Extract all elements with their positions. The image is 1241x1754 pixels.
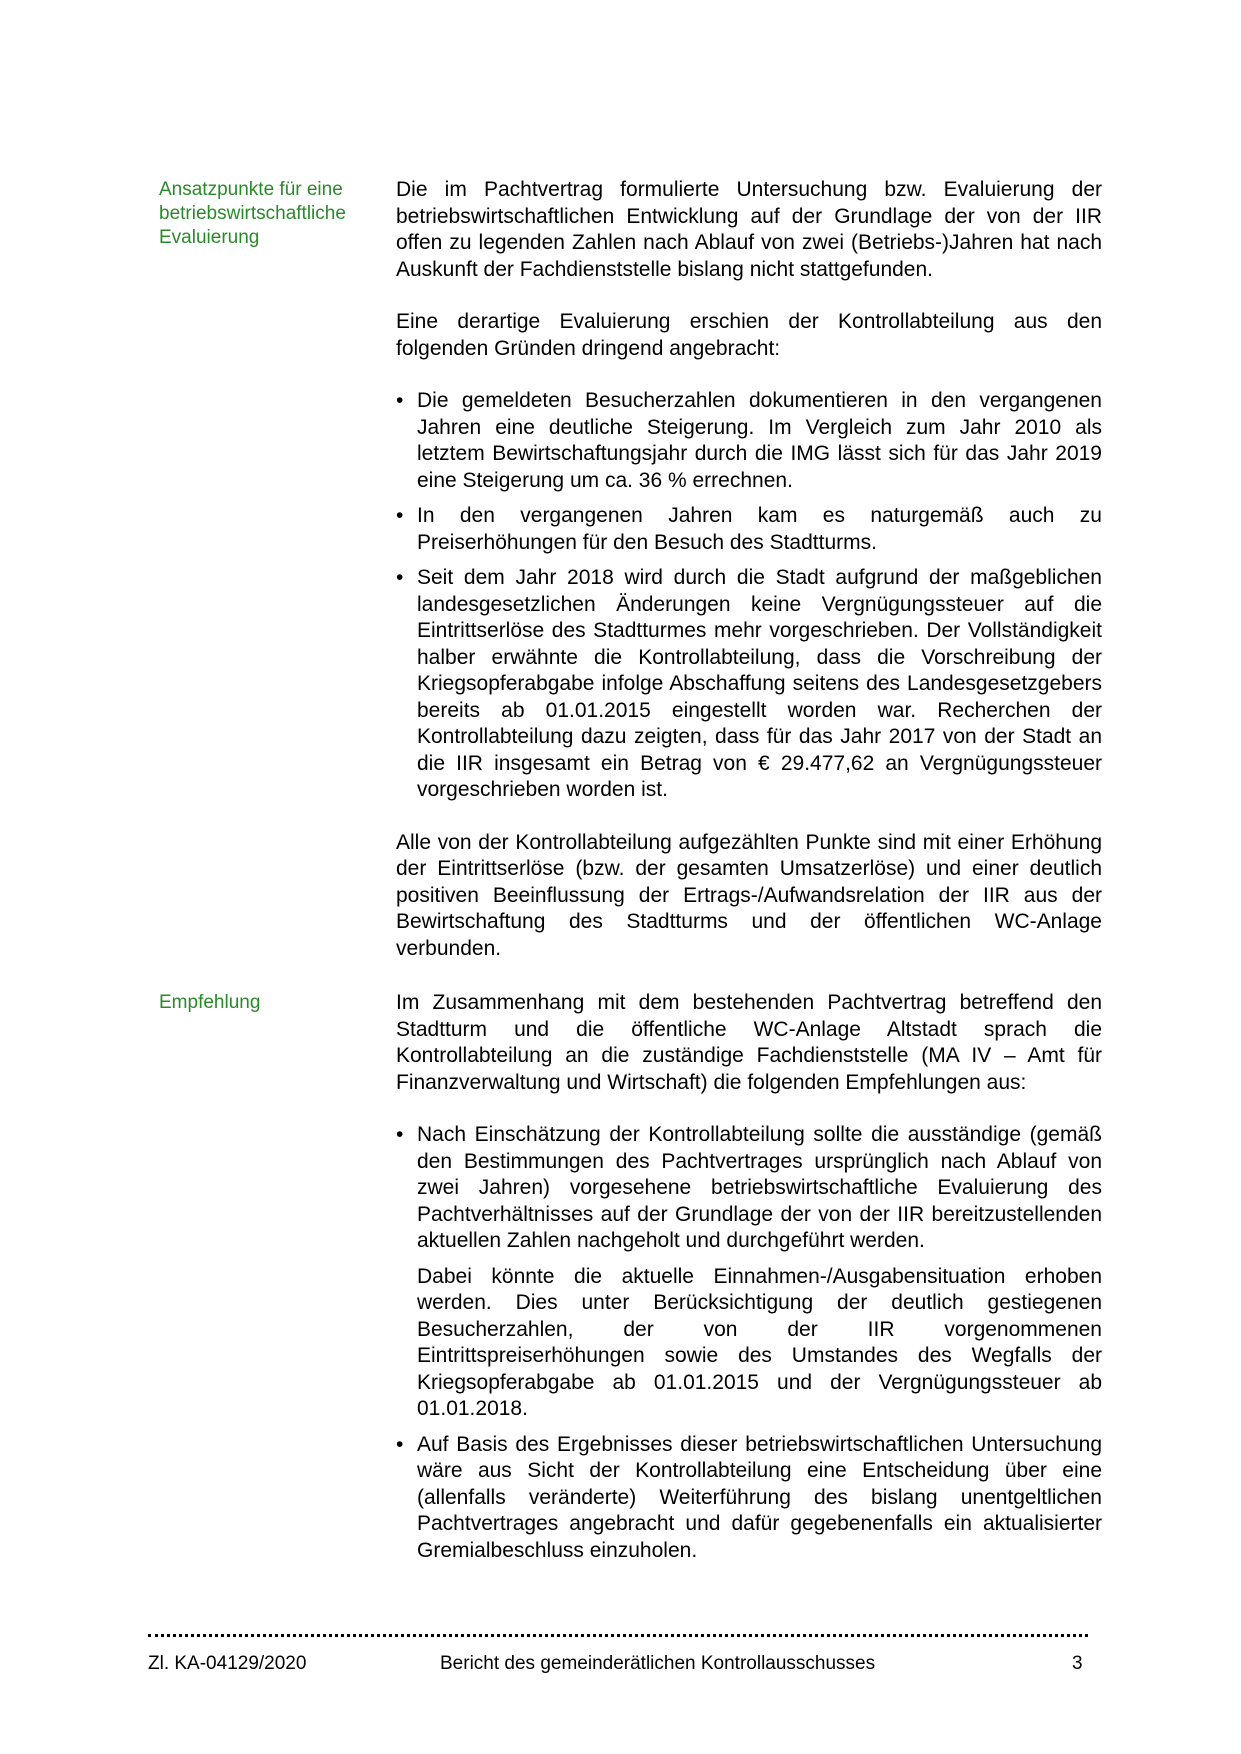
list-item-text: Seit dem Jahr 2018 wird durch die Stadt aufgrund der maßgeblichen landesgesetzlichen Änderungen keine Vergnügungssteuer auf die Eintrittserlöse des Stadtturmes mehr vorgeschrieben. Der Vollständigkeit halber erwähnte die Kontrollabteilung, dass die Vorschreibung der Kriegsopferabgabe infolge Abschaffung seitens des Landesgesetzgebers bereits ab 01.01.2015 eingestellt worden war. Recherchen der Kontrollabteilung dazu zeigten, dass für das Jahr 2017 von der Stadt an die IIR insgesamt ein Betrag von € 29.477,62 an Vergnügungssteuer vorgeschrieben worden ist. bbox=[417, 566, 1102, 801]
section-recommendation bbox=[396, 990, 1102, 1564]
list-item bbox=[396, 1122, 1102, 1423]
footer-reference: Zl. KA-04129/2020 bbox=[148, 1653, 307, 1674]
sidenote-line: Evaluierung bbox=[159, 227, 260, 248]
list-item-text: Nach Einschätzung der Kontrollabteilung sollte die ausständige (gemäß den Bestimmungen des Pachtvertrages ursprünglich nach Ablauf von zwei Jahren) vorgesehene betriebswirtschaftliche Evaluierung des Pachtverhältnisses auf der Grundlage der von der IIR bereitzustellenden aktuellen Zahlen nachgeholt und durchgeführt werden. bbox=[417, 1123, 1102, 1252]
paragraph: Eine derartige Evaluierung erschien der Kontrollabteilung aus den folgenden Gründen dringend angebracht: bbox=[396, 310, 1102, 360]
bullet-icon: • bbox=[396, 566, 404, 589]
section-evaluation bbox=[396, 177, 1102, 962]
sidenote-line: Ansatzpunkte für eine bbox=[159, 179, 343, 200]
list-item bbox=[396, 565, 1102, 804]
sidenote-line: betriebswirtschaftliche bbox=[159, 203, 346, 224]
sidenote-evaluation bbox=[159, 178, 374, 250]
list-item-text: Dabei könnte die aktuelle Einnahmen-/Ausgabensituation erhoben werden. Dies unter Berücksichtigung der deutlich gestiegenen Besucherzahlen, der von der IIR vorgenommenen Eintrittspreiserhöhungen sowie des Umstandes des Wegfalls der Kriegsopferabgabe ab 01.01.2015 und der Vergnügungssteuer ab 01.01.2018. bbox=[417, 1264, 1102, 1420]
recommendations-list bbox=[396, 1122, 1102, 1564]
list-item bbox=[396, 503, 1102, 556]
bullet-icon: • bbox=[396, 1123, 404, 1146]
paragraph: Alle von der Kontrollabteilung aufgezählten Punkte sind mit einer Erhöhung der Eintrittserlöse (bzw. der gesamten Umsatzerlöse) und einer deutlich positiven Beeinflussung der Ertrags-/Aufwandsrelation der IIR aus der Bewirtschaftung des Stadtturms und der öffentlichen WC-Anlage verbunden. bbox=[396, 830, 1102, 960]
list-item-text: In den vergangenen Jahren kam es naturgemäß auch zu Preiserhöhungen für den Besuch des Stadtturms. bbox=[417, 504, 1102, 554]
list-item-text: Auf Basis des Ergebnisses dieser betriebswirtschaftlichen Untersuchung wäre aus Sicht der Kontrollabteilung eine Entscheidung über eine (allenfalls veränderte) Weiterführung des bislang unentgeltlichen Pachtvertrages angebracht und dafür gegebenenfalls ein aktualisierter Gremialbeschluss einzuholen. bbox=[417, 1432, 1102, 1562]
bullet-icon: • bbox=[396, 389, 404, 412]
footer-divider bbox=[148, 1634, 1088, 1637]
list-item bbox=[396, 1432, 1102, 1565]
bullet-icon: • bbox=[396, 1432, 404, 1456]
reasons-list bbox=[396, 388, 1102, 804]
bullet-icon: • bbox=[396, 504, 404, 527]
list-item bbox=[396, 388, 1102, 494]
list-item-text: Die gemeldeten Besucherzahlen dokumentieren in den vergangenen Jahren eine deutliche Steigerung. Im Vergleich zum Jahr 2010 als letztem Bewirtschaftungsjahr durch die IMG lässt sich für das Jahr 2019 eine Steigerung um ca. 36 % errechnen. bbox=[417, 389, 1102, 492]
paragraph: Die im Pachtvertrag formulierte Untersuchung bzw. Evaluierung der betriebswirtschaftlichen Entwicklung auf der Grundlage der von der IIR offen zu legenden Zahlen nach Ablauf von zwei (Betriebs-)Jahren hat nach Auskunft der Fachdienststelle bislang nicht stattgefunden. bbox=[396, 178, 1102, 281]
page-number: 3 bbox=[1072, 1653, 1083, 1674]
footer-title: Bericht des gemeinderätlichen Kontrollausschusses bbox=[440, 1653, 876, 1674]
sidenote-recommendation: Empfehlung bbox=[159, 992, 261, 1013]
paragraph: Im Zusammenhang mit dem bestehenden Pachtvertrag betreffend den Stadtturm und die öffentliche WC-Anlage Altstadt sprach die Kontrollabteilung an die zuständige Fachdienststelle (MA IV – Amt für Finanzverwaltung und Wirtschaft) die folgenden Empfehlungen aus: bbox=[396, 991, 1102, 1094]
